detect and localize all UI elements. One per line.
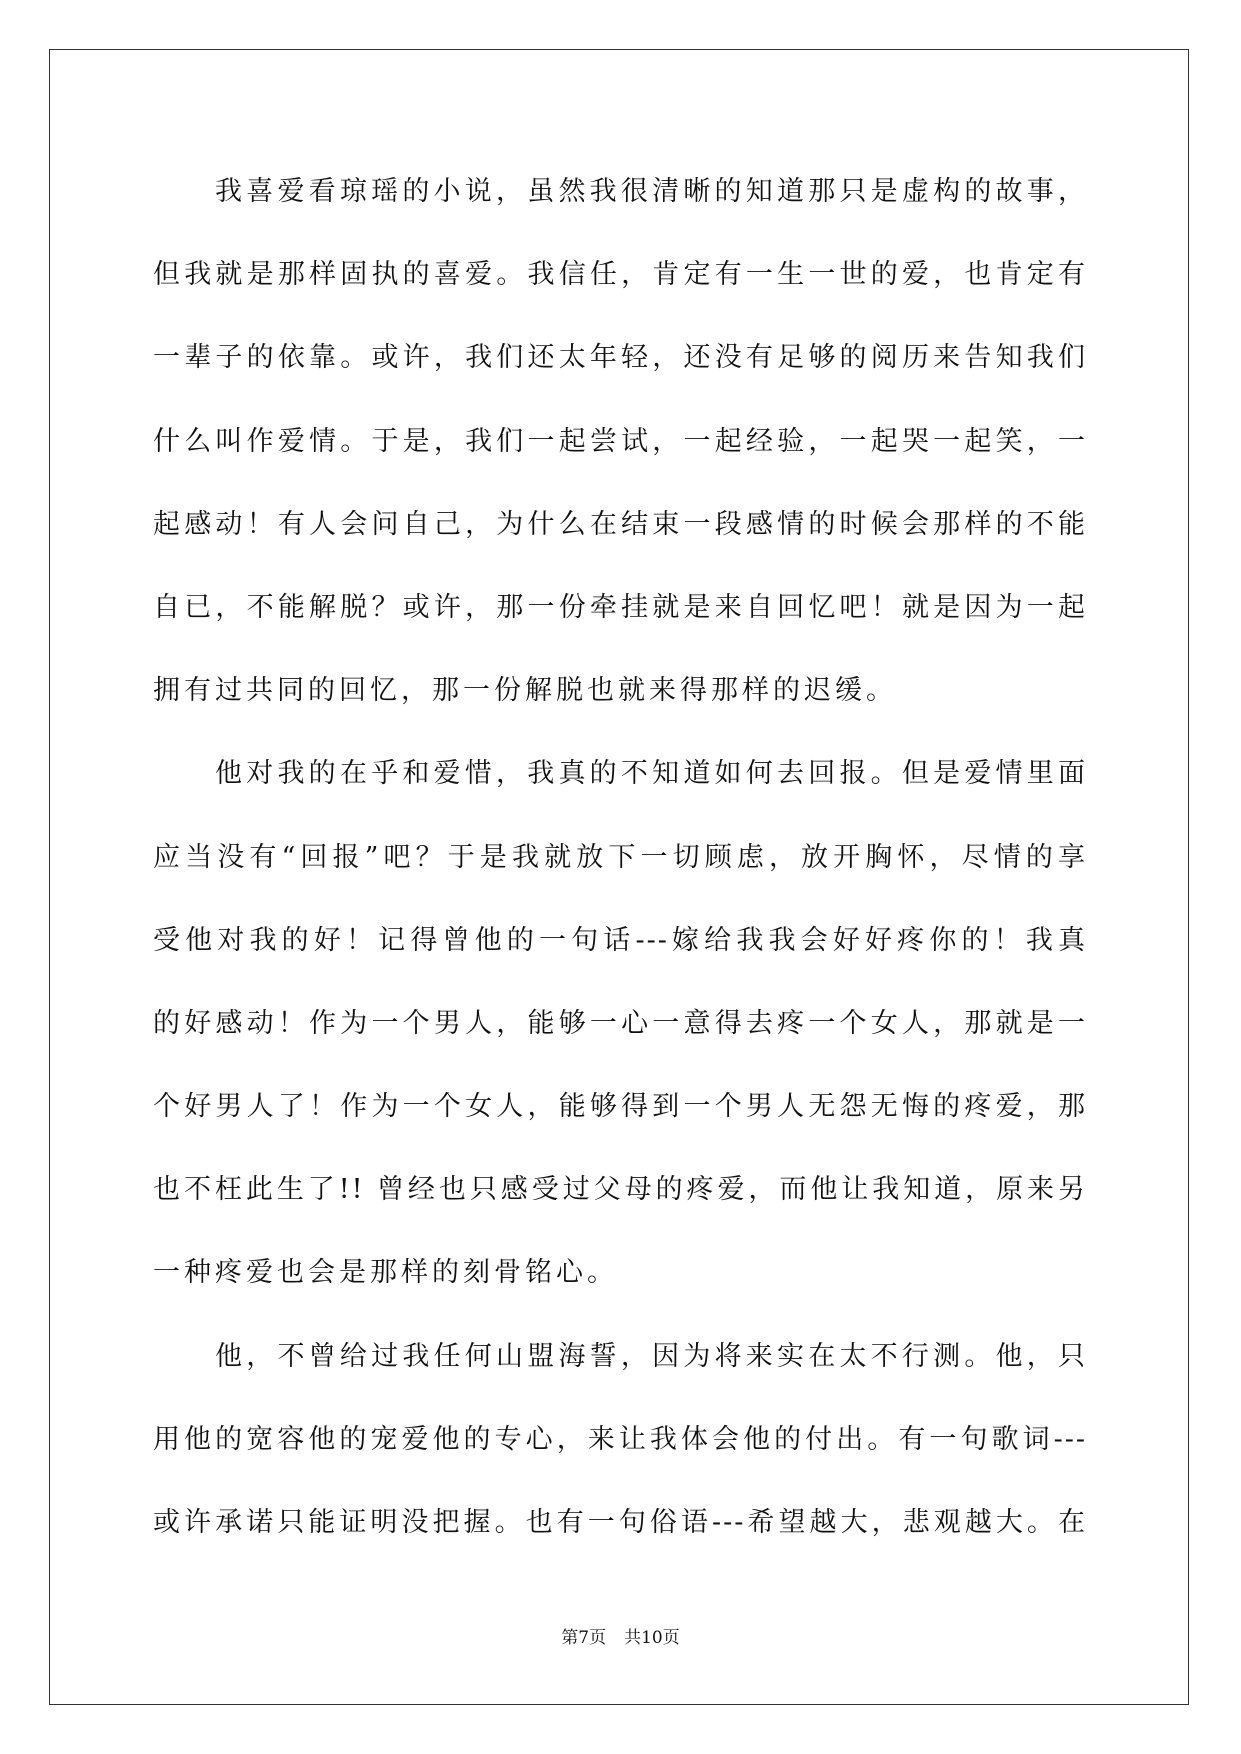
text-line: 个好男人了！作为一个女人，能够得到一个男人无怨无悔的疼爱，那 xyxy=(153,1091,1087,1123)
page-count-total: 共10页 xyxy=(624,1628,680,1648)
text-line: 起感动！有人会问自己，为什么在结束一段感情的时候会那样的不能 xyxy=(153,508,1087,540)
text-line: 拥有过共同的回忆，那一份解脱也就来得那样的迟缓。 xyxy=(153,675,897,707)
text-line: 一辈子的依靠。或许，我们还太年轻，还没有足够的阅历来告知我们 xyxy=(153,342,1087,374)
text-line: 自已，不能解脱？或许，那一份牵挂就是来自回忆吧！就是因为一起 xyxy=(153,591,1087,623)
paragraph xyxy=(153,150,1087,732)
text-line: 用他的宽容他的宠爱他的专心，来让我体会他的付出。有一句歌词--- xyxy=(153,1423,1087,1455)
page-footer xyxy=(0,1626,1241,1650)
text-line: 他对我的在乎和爱惜，我真的不知道如何去回报。但是爱情里面 xyxy=(215,758,1087,790)
body-text xyxy=(153,150,1087,1564)
text-line: 应当没有“回报”吧？于是我就放下一切顾虑，放开胸怀，尽情的享 xyxy=(153,841,1087,873)
text-line: 受他对我的好！记得曾他的一句话---嫁给我我会好好疼你的！我真 xyxy=(153,924,1087,956)
text-line: 的好感动！作为一个男人，能够一心一意得去疼一个女人，那就是一 xyxy=(153,1007,1087,1039)
paragraph xyxy=(153,1315,1087,1565)
page-number-current: 第7页 xyxy=(561,1628,607,1648)
text-line: 也不枉此生了!! 曾经也只感受过父母的疼爱，而他让我知道，原来另 xyxy=(153,1174,1087,1206)
text-line: 什么叫作爱情。于是，我们一起尝试，一起经验，一起哭一起笑，一 xyxy=(153,425,1087,457)
text-line: 但我就是那样固执的喜爱。我信任，肯定有一生一世的爱，也肯定有 xyxy=(153,259,1087,291)
text-line: 他，不曾给过我任何山盟海誓，因为将来实在太不行测。他，只 xyxy=(215,1340,1087,1372)
text-line: 一种疼爱也会是那样的刻骨铭心。 xyxy=(153,1257,618,1289)
text-line: 我喜爱看琼瑶的小说，虽然我很清晰的知道那只是虚构的故事， xyxy=(215,176,1087,207)
paragraph xyxy=(153,732,1087,1314)
text-line: 或许承诺只能证明没把握。也有一句俗语---希望越大，悲观越大。在 xyxy=(153,1507,1087,1538)
